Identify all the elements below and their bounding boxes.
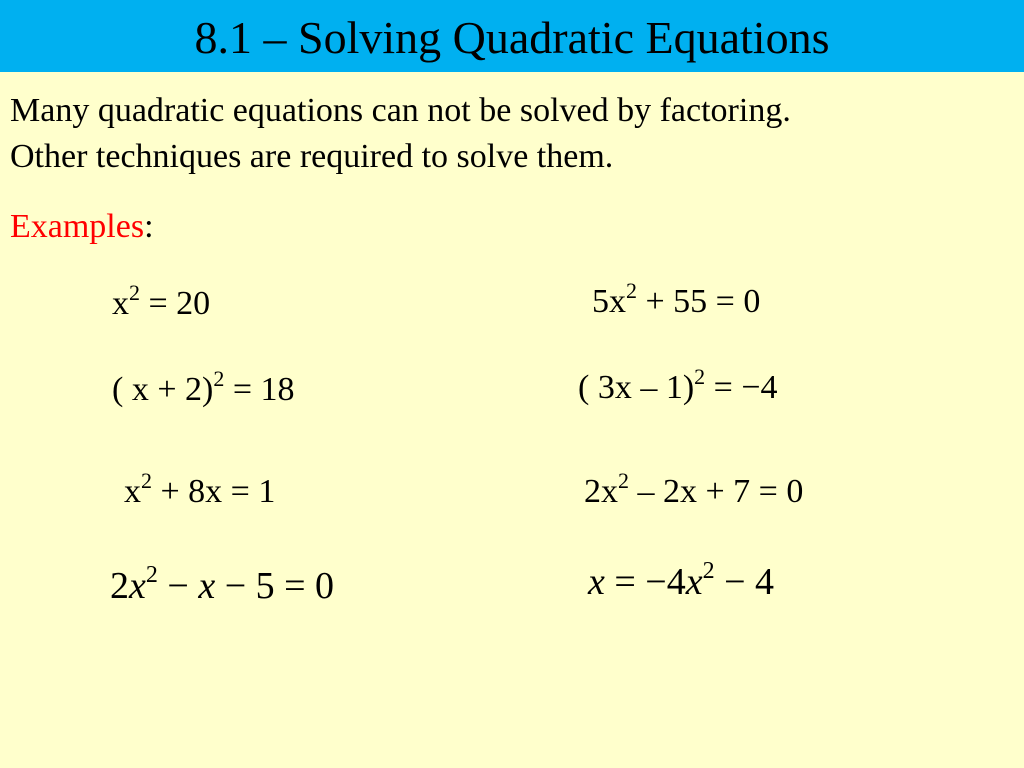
equation-8-exponent: 2 [702, 558, 715, 584]
equation-3-rest: = 18 [224, 371, 295, 408]
equation-1 [112, 280, 211, 324]
equation-4-rest: = −4 [705, 369, 778, 406]
equation-4 [578, 364, 778, 408]
equation-3-base: ( x + 2) [112, 371, 214, 408]
equation-8 [588, 558, 775, 603]
examples-colon: : [144, 208, 154, 245]
equation-2-exponent: 2 [626, 278, 637, 303]
equation-4-base: ( 3x – 1) [578, 369, 695, 406]
equation-5-base: x [124, 473, 141, 510]
equation-8-rest: − 4 [714, 561, 775, 603]
equation-1-rest: = 20 [140, 285, 211, 322]
intro-line-2: Other techniques are required to solve them. [10, 138, 614, 175]
equation-7 [110, 562, 335, 607]
equation-7-exponent: 2 [145, 562, 158, 588]
equation-5-exponent: 2 [141, 468, 152, 493]
equation-8-variable: x [588, 561, 605, 603]
equation-2-rest: + 55 = 0 [637, 283, 761, 320]
equation-6-base: 2x [584, 473, 618, 510]
equation-5 [124, 468, 276, 512]
equation-2-base: 5x [592, 283, 626, 320]
equation-7-variable-2: x [198, 565, 216, 607]
slide-title: 8.1 – Solving Quadratic Equations [194, 12, 830, 63]
equation-1-base: x [112, 285, 129, 322]
equation-6-rest: – 2x + 7 = 0 [629, 473, 804, 510]
equation-3 [112, 366, 295, 410]
equation-4-exponent: 2 [694, 364, 706, 389]
equation-7-rest: − 5 = 0 [215, 565, 335, 607]
intro-text [10, 88, 1010, 180]
equation-5-rest: + 8x = 1 [152, 473, 276, 510]
intro-line-1: Many quadratic equations can not be solved by factoring. [10, 92, 791, 129]
equation-6 [584, 468, 804, 512]
examples-label: Examples [10, 208, 145, 245]
examples-heading [10, 204, 154, 250]
equation-7-variable: x [129, 565, 146, 607]
equation-1-exponent: 2 [129, 280, 140, 305]
equation-3-exponent: 2 [213, 366, 225, 391]
equation-8-middle: = −4 [604, 561, 686, 603]
equation-7-coefficient: 2 [110, 565, 129, 607]
equation-7-operator: − [157, 565, 199, 607]
equation-6-exponent: 2 [618, 468, 629, 493]
equation-2 [592, 278, 761, 322]
equation-8-variable-2: x [685, 561, 703, 603]
